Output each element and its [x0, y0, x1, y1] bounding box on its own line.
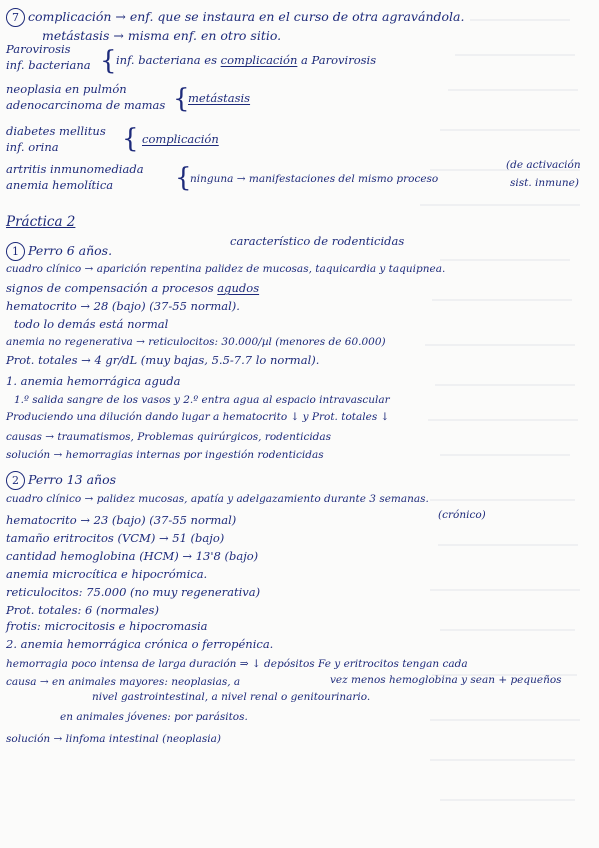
sist-inmune: sist. inmune): [510, 177, 579, 189]
line-metastasis-definition: metástasis → misma enf. en otro sitio.: [42, 28, 282, 43]
line-artritis: artritis inmunomediada: [6, 162, 144, 176]
line-adenocarcinoma: adenocarcinoma de mamas: [6, 98, 166, 112]
caso1-cuadro-clinico: cuadro clínico → aparición repentina palidez de mucosas, taquicardia y taquipnea.: [6, 263, 446, 275]
caso2-anemia-microcitica: anemia microcítica e hipocrómica.: [6, 567, 208, 581]
caso1-prot-totales: Prot. totales → 4 gr/dL (muy bajas, 5.5-7.7 lo normal).: [6, 353, 320, 367]
caso1-mecanismo-2: Produciendo una dilución dando lugar a hematocrito ↓ y Prot. totales ↓: [6, 411, 390, 423]
caso2-hematocrito: hematocrito → 23 (bajo) (37-55 normal): [6, 513, 237, 527]
complicacion-underlined: complicación: [220, 53, 298, 67]
case-number-badge: 2: [6, 471, 25, 490]
line-anemia-hemolitica: anemia hemolítica: [6, 178, 114, 192]
complicacion-definition-text: complicación → enf. que se instaura en el curso de otra agravándola.: [28, 9, 465, 24]
caso2-solucion: solución → linfoma intestinal (neoplasia): [6, 733, 221, 745]
practica-2-title: Práctica 2: [6, 214, 76, 230]
caso2-causa-mayores: causa → en animales mayores: neoplasias, a: [6, 676, 241, 688]
caso2-cuadro-clinico: cuadro clínico → palidez mucosas, apatía y adelgazamiento durante 3 semanas.: [6, 493, 429, 505]
brace-icon: {: [175, 163, 192, 193]
caso2-heading: [6, 471, 116, 490]
line-diabetes: diabetes mellitus: [6, 124, 106, 138]
caso2-causa-jovenes: en animales jóvenes: por parásitos.: [60, 711, 248, 723]
caso2-reticulocitos: reticulocitos: 75.000 (no muy regenerativa): [6, 585, 261, 599]
caso1-reticulocitos: anemia no regenerativa → reticulocitos: 30.000/µl (menores de 60.000): [6, 336, 386, 348]
item-number-badge: 7: [6, 8, 25, 27]
brace-icon: {: [173, 84, 190, 114]
complicacion-label: complicación: [142, 132, 219, 146]
line-parovirosis: Parovirosis: [6, 42, 71, 56]
caso2-vcm: tamaño eritrocitos (VCM) → 51 (bajo): [6, 531, 225, 545]
caso2-cronico: (crónico): [438, 509, 486, 521]
caso1-heading: [6, 242, 112, 261]
caso1-mecanismo-1: 1.º salida sangre de los vasos y 2.º entra agua al espacio intravascular: [14, 394, 390, 406]
caso1-diagnostico: 1. anemia hemorrágica aguda: [6, 374, 181, 388]
line-inf-orina: inf. orina: [6, 140, 59, 154]
de-activacion: (de activación: [506, 159, 581, 171]
line-inf-bacteriana: inf. bacteriana: [6, 58, 91, 72]
brace-icon: {: [100, 46, 117, 76]
caso2-frotis: frotis: microcitosis e hipocromasia: [6, 619, 208, 633]
caso1-annotation: característico de rodenticidas: [230, 234, 405, 248]
caso2-heading-text: Perro 13 años: [28, 472, 117, 487]
caso2-prot-totales: Prot. totales: 6 (normales): [6, 603, 159, 617]
caso1-todo-normal: todo lo demás está normal: [14, 317, 169, 331]
ninguna-manifestaciones: ninguna → manifestaciones del mismo proceso: [190, 173, 439, 185]
caso1-heading-text: Perro 6 años.: [28, 243, 113, 258]
line-complicacion-definition: [6, 8, 464, 27]
caso2-hcm: cantidad hemoglobina (HCM) → 13'8 (bajo): [6, 549, 259, 563]
signos-text: signos de compensación a procesos: [6, 281, 214, 295]
caso2-diagnostico: 2. anemia hemorrágica crónica o ferropénica.: [6, 637, 274, 651]
complicacion-suffix: a Parovirosis: [301, 53, 377, 67]
caso2-hemorragia: hemorragia poco intensa de larga duración ⇒ ↓ depósitos Fe y eritrocitos tengan cada: [6, 658, 468, 670]
caso1-hematocrito: hematocrito → 28 (bajo) (37-55 normal).: [6, 299, 240, 313]
brace-icon: {: [122, 124, 139, 154]
case-number-badge: 1: [6, 242, 25, 261]
caso1-causas: causas → traumatismos, Problemas quirúrgicos, rodenticidas: [6, 431, 332, 443]
complicacion-prefix: inf. bacteriana es: [116, 53, 217, 67]
caso1-signos-compensacion: [6, 283, 259, 295]
caso2-hemorragia-cont: vez menos hemoglobina y sean + pequeños: [330, 674, 562, 686]
line-complicacion-parovirosis: [116, 55, 376, 67]
caso1-solucion: solución → hemorragias internas por ingestión rodenticidas: [6, 449, 324, 461]
metastasis-label: metástasis: [188, 91, 251, 105]
line-neoplasia-pulmon: neoplasia en pulmón: [6, 82, 127, 96]
caso2-causa-nivel: nivel gastrointestinal, a nivel renal o genitourinario.: [92, 691, 371, 703]
agudos-underlined: agudos: [217, 281, 260, 295]
